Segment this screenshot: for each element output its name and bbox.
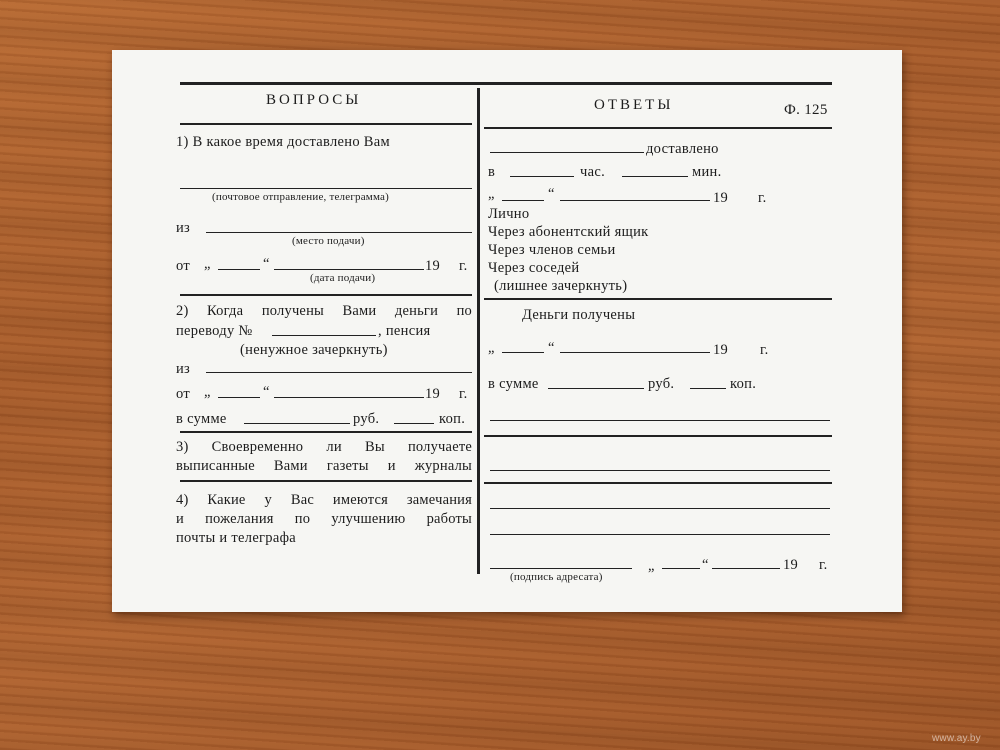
answers-header: ОТВЕТЫ bbox=[594, 97, 674, 113]
signature-quote-open: „ bbox=[648, 558, 655, 574]
q1-date-caption: (дата подачи) bbox=[310, 272, 376, 284]
money-day-line[interactable] bbox=[502, 352, 544, 353]
q2-text-line2-end: , пенсия bbox=[378, 323, 431, 339]
delivered-month-line[interactable] bbox=[560, 200, 710, 201]
q2-text-line2-start: переводу № bbox=[176, 323, 253, 339]
delivery-option-4[interactable]: Через соседей bbox=[488, 260, 580, 276]
form-card bbox=[112, 50, 902, 612]
signature-caption: (подпись адресата) bbox=[510, 571, 603, 583]
hours-label: час. bbox=[580, 164, 605, 180]
signature-month-line[interactable] bbox=[712, 568, 780, 569]
answers-rule-1 bbox=[484, 298, 832, 300]
watermark: www.ay.by bbox=[932, 733, 981, 744]
q2-text-line1: 2) Когда получены Вами деньги по bbox=[176, 303, 472, 319]
delivered-year: 19 bbox=[713, 190, 729, 206]
q2-date-label: от bbox=[176, 386, 190, 402]
answers-header-rule bbox=[484, 127, 832, 129]
q1-date-label: от bbox=[176, 258, 190, 274]
q3-text-line2: выписанные Вами газеты и журналы bbox=[176, 458, 472, 474]
q4-text-line3: почты и телеграфа bbox=[176, 530, 297, 546]
q4-text-line2: и пожелания по улучшению работы bbox=[176, 511, 472, 527]
q1-place-caption: (место подачи) bbox=[292, 235, 365, 247]
money-rub-label: руб. bbox=[648, 376, 675, 392]
q2-from-label: из bbox=[176, 361, 191, 377]
signature-day-line[interactable] bbox=[662, 568, 700, 569]
q1-text: 1) В какое время доставлено Вам bbox=[176, 134, 390, 150]
money-quote-open: „ bbox=[488, 340, 495, 356]
q2-rub-label: руб. bbox=[353, 411, 380, 427]
delivered-quote-open: „ bbox=[488, 186, 495, 202]
q2-rub-line[interactable] bbox=[244, 423, 350, 424]
q2-year: 19 bbox=[425, 386, 441, 402]
q1-month-line[interactable] bbox=[274, 269, 424, 270]
q2-day-line[interactable] bbox=[218, 397, 260, 398]
signature-year: 19 bbox=[783, 557, 799, 573]
q2-place-line[interactable] bbox=[206, 372, 472, 373]
money-received-label: Деньги получены bbox=[522, 307, 636, 323]
q2-quote-open: „ bbox=[204, 384, 211, 400]
signature-year-suffix: г. bbox=[819, 557, 828, 573]
answer-4-line-1[interactable] bbox=[490, 508, 830, 509]
column-divider bbox=[477, 88, 480, 574]
q2-sum-label: в сумме bbox=[176, 411, 227, 427]
q2-kop-label: коп. bbox=[439, 411, 466, 427]
q2-rule bbox=[180, 431, 472, 433]
delivered-day-line[interactable] bbox=[502, 200, 544, 201]
delivery-option-2[interactable]: Через абонентский ящик bbox=[488, 224, 649, 240]
answer-3-line-2[interactable] bbox=[490, 470, 830, 471]
q3-rule bbox=[180, 480, 472, 482]
delivered-year-suffix: г. bbox=[758, 190, 767, 206]
money-kop-label: коп. bbox=[730, 376, 757, 392]
q1-quote-close: “ bbox=[263, 256, 270, 272]
q2-quote-close: “ bbox=[263, 384, 270, 400]
delivered-label: доставлено bbox=[646, 141, 719, 157]
q1-quote-open: „ bbox=[204, 256, 211, 272]
q1-postal-caption: (почтовое отправление, телеграмма) bbox=[212, 191, 389, 203]
answer-3-line-1[interactable] bbox=[490, 420, 830, 421]
form-code: Ф. 125 bbox=[784, 102, 828, 118]
answers-rule-2 bbox=[484, 435, 832, 437]
delivered-at-label: в bbox=[488, 164, 496, 180]
q2-year-suffix: г. bbox=[459, 386, 468, 402]
signature-quote-close: “ bbox=[702, 557, 709, 573]
answers-rule-3 bbox=[484, 482, 832, 484]
q2-transfer-number-line[interactable] bbox=[272, 335, 376, 336]
delivered-quote-close: “ bbox=[548, 186, 555, 202]
answer-4-line-2[interactable] bbox=[490, 534, 830, 535]
money-year-suffix: г. bbox=[760, 342, 769, 358]
q3-text-line1: 3) Своевременно ли Вы получаете bbox=[176, 439, 472, 455]
delivery-option-3[interactable]: Через членов семьи bbox=[488, 242, 616, 258]
q1-postal-line[interactable] bbox=[180, 188, 472, 189]
q4-text-line1: 4) Какие у Вас имеются замечания bbox=[176, 492, 472, 508]
money-month-line[interactable] bbox=[560, 352, 710, 353]
money-kop-line[interactable] bbox=[690, 388, 726, 389]
delivery-option-1[interactable]: Лично bbox=[488, 206, 530, 222]
q1-day-line[interactable] bbox=[218, 269, 260, 270]
q1-from-label: из bbox=[176, 220, 191, 236]
minutes-label: мин. bbox=[692, 164, 722, 180]
top-rule bbox=[180, 82, 832, 85]
questions-header: ВОПРОСЫ bbox=[266, 92, 362, 108]
q2-kop-line[interactable] bbox=[394, 423, 434, 424]
money-year: 19 bbox=[713, 342, 729, 358]
q2-month-line[interactable] bbox=[274, 397, 424, 398]
q1-year: 19 bbox=[425, 258, 441, 274]
delivered-item-line[interactable] bbox=[490, 152, 644, 153]
signature-line[interactable] bbox=[490, 568, 632, 569]
money-sum-label: в сумме bbox=[488, 376, 539, 392]
money-rub-line[interactable] bbox=[548, 388, 644, 389]
money-quote-close: “ bbox=[548, 340, 555, 356]
q2-strike-note: (ненужное зачеркнуть) bbox=[240, 342, 388, 358]
q1-year-suffix: г. bbox=[459, 258, 468, 274]
q1-place-line[interactable] bbox=[206, 232, 472, 233]
delivered-minutes-line[interactable] bbox=[622, 176, 688, 177]
delivery-options-note: (лишнее зачеркнуть) bbox=[494, 278, 628, 294]
delivered-hours-line[interactable] bbox=[510, 176, 574, 177]
q1-rule bbox=[180, 294, 472, 296]
questions-header-rule bbox=[180, 123, 472, 125]
